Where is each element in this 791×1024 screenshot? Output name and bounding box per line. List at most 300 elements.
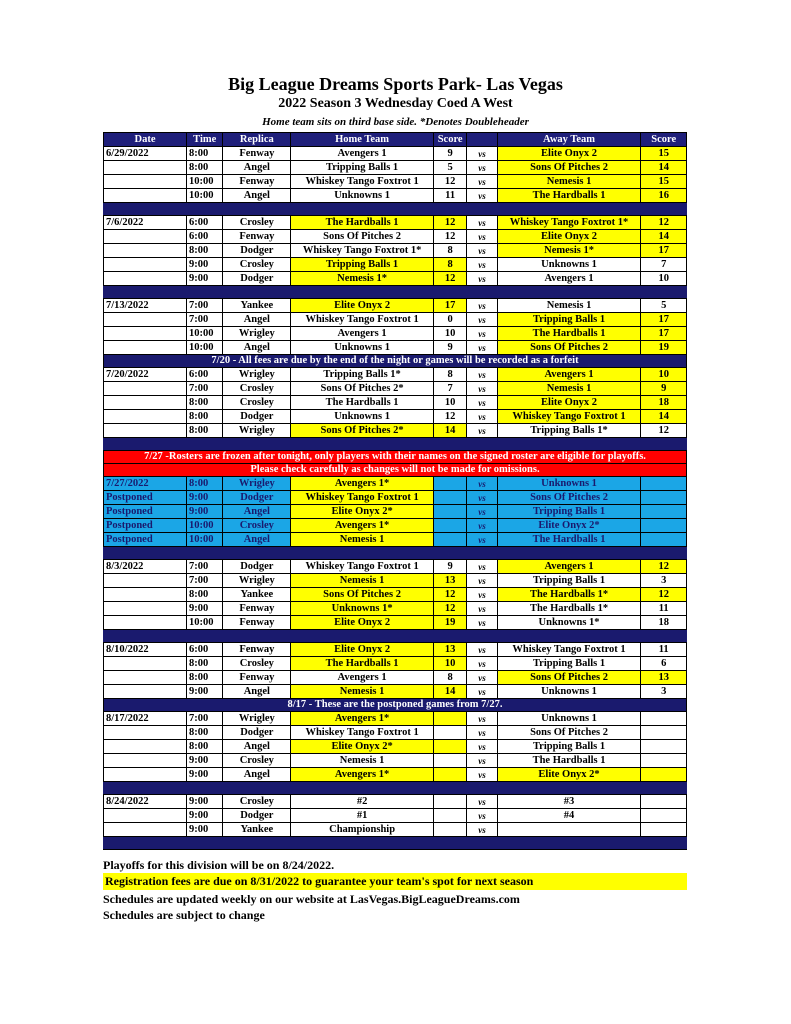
home-score-cell <box>433 795 466 809</box>
home-score-cell <box>433 823 466 837</box>
postponed-game-row <box>104 505 687 519</box>
away-score-cell: 5 <box>641 299 687 313</box>
notice-row <box>104 699 687 712</box>
home-team-cell: Unknowns 1 <box>291 410 434 424</box>
game-row <box>104 299 687 313</box>
postponed-game-row <box>104 477 687 491</box>
away-score-cell <box>641 823 687 837</box>
time-cell: 7:00 <box>186 299 222 313</box>
home-score-cell: 8 <box>433 671 466 685</box>
away-team-cell: Elite Onyx 2 <box>497 230 641 244</box>
away-team-cell: Nemesis 1 <box>497 175 641 189</box>
time-cell: 9:00 <box>186 685 222 699</box>
separator-cell <box>104 782 687 795</box>
home-score-cell: 17 <box>433 299 466 313</box>
home-team-cell: Elite Onyx 2 <box>291 299 434 313</box>
date-cell <box>104 396 187 410</box>
away-team-cell: The Hardballs 1* <box>497 602 641 616</box>
away-team-cell: Unknowns 1 <box>497 712 641 726</box>
game-row <box>104 396 687 410</box>
replica-cell: Wrigley <box>223 424 291 438</box>
away-score-cell <box>641 726 687 740</box>
date-cell: 7/27/2022 <box>104 477 187 491</box>
home-team-cell: Nemesis 1 <box>291 754 434 768</box>
away-team-cell: Tripping Balls 1* <box>497 424 641 438</box>
separator-row <box>104 547 687 560</box>
notice-text: 7/27 -Rosters are frozen after tonight, only players with their names on the signed roster are eligible for playoffs. <box>104 451 687 464</box>
vs-cell: vs <box>467 396 497 410</box>
date-cell <box>104 161 187 175</box>
replica-cell: Angel <box>223 768 291 782</box>
away-team-cell: #3 <box>497 795 641 809</box>
away-score-cell: 17 <box>641 244 687 258</box>
away-team-cell: Unknowns 1* <box>497 616 641 630</box>
away-score-cell: 15 <box>641 147 687 161</box>
column-header: Home Team <box>291 133 434 147</box>
away-score-cell: 9 <box>641 382 687 396</box>
home-team-cell: Elite Onyx 2* <box>291 505 434 519</box>
schedule-table <box>103 132 687 850</box>
vs-cell: vs <box>467 382 497 396</box>
replica-cell: Crosley <box>223 382 291 396</box>
game-row <box>104 230 687 244</box>
home-score-cell: 8 <box>433 258 466 272</box>
vs-cell: vs <box>467 574 497 588</box>
separator-cell <box>104 203 687 216</box>
vs-cell: vs <box>467 147 497 161</box>
away-team-cell: The Hardballs 1 <box>497 754 641 768</box>
home-team-cell: Whiskey Tango Foxtrot 1 <box>291 313 434 327</box>
away-team-cell: Avengers 1 <box>497 368 641 382</box>
away-team-cell: The Hardballs 1* <box>497 588 641 602</box>
away-team-cell: Nemesis 1 <box>497 299 641 313</box>
time-cell: 9:00 <box>186 258 222 272</box>
website-note: Schedules are updated weekly on our website at LasVegas.BigLeagueDreams.com <box>103 892 520 906</box>
replica-cell: Crosley <box>223 519 291 533</box>
home-score-cell: 9 <box>433 341 466 355</box>
home-team-cell: Unknowns 1 <box>291 189 434 203</box>
away-team-cell: Tripping Balls 1 <box>497 505 641 519</box>
page-title: Big League Dreams Sports Park- Las Vegas <box>228 74 563 94</box>
separator-row <box>104 286 687 299</box>
time-cell: 10:00 <box>186 519 222 533</box>
column-header: Date <box>104 133 187 147</box>
home-team-cell: Championship <box>291 823 434 837</box>
roster-notice-row <box>104 464 687 477</box>
replica-cell: Crosley <box>223 396 291 410</box>
away-score-cell <box>641 768 687 782</box>
away-team-cell: Tripping Balls 1 <box>497 574 641 588</box>
away-team-cell: Whiskey Tango Foxtrot 1* <box>497 216 641 230</box>
replica-cell: Angel <box>223 505 291 519</box>
home-score-cell: 11 <box>433 189 466 203</box>
vs-cell: vs <box>467 657 497 671</box>
time-cell: 10:00 <box>186 533 222 547</box>
vs-cell: vs <box>467 175 497 189</box>
vs-cell: vs <box>467 299 497 313</box>
replica-cell: Dodger <box>223 410 291 424</box>
away-score-cell: 3 <box>641 574 687 588</box>
home-team-cell: The Hardballs 1 <box>291 657 434 671</box>
time-cell: 8:00 <box>186 726 222 740</box>
home-score-cell: 12 <box>433 230 466 244</box>
date-cell <box>104 740 187 754</box>
date-cell <box>104 754 187 768</box>
away-score-cell: 12 <box>641 216 687 230</box>
home-score-cell <box>433 477 466 491</box>
replica-cell: Wrigley <box>223 477 291 491</box>
away-team-cell: Whiskey Tango Foxtrot 1 <box>497 643 641 657</box>
game-row <box>104 795 687 809</box>
replica-cell: Angel <box>223 161 291 175</box>
game-row <box>104 809 687 823</box>
home-team-cell: Nemesis 1 <box>291 574 434 588</box>
vs-cell: vs <box>467 519 497 533</box>
time-cell: 6:00 <box>186 368 222 382</box>
separator-row <box>104 438 687 451</box>
away-team-cell <box>497 823 641 837</box>
postponed-game-row <box>104 491 687 505</box>
vs-cell: vs <box>467 712 497 726</box>
home-score-cell <box>433 519 466 533</box>
time-cell: 9:00 <box>186 505 222 519</box>
replica-cell: Angel <box>223 740 291 754</box>
date-cell: 6/29/2022 <box>104 147 187 161</box>
home-score-cell: 12 <box>433 272 466 286</box>
game-row <box>104 368 687 382</box>
replica-cell: Crosley <box>223 216 291 230</box>
replica-cell: Angel <box>223 341 291 355</box>
time-cell: 9:00 <box>186 823 222 837</box>
page-subtitle: 2022 Season 3 Wednesday Coed A West <box>278 96 513 111</box>
away-team-cell: Nemesis 1 <box>497 382 641 396</box>
replica-cell: Dodger <box>223 244 291 258</box>
time-cell: 9:00 <box>186 809 222 823</box>
vs-cell: vs <box>467 671 497 685</box>
time-cell: 8:00 <box>186 244 222 258</box>
home-team-cell: Sons Of Pitches 2 <box>291 230 434 244</box>
home-score-cell: 8 <box>433 244 466 258</box>
column-header <box>467 133 497 147</box>
home-team-cell: Whiskey Tango Foxtrot 1 <box>291 726 434 740</box>
date-cell: 7/6/2022 <box>104 216 187 230</box>
vs-cell: vs <box>467 533 497 547</box>
date-cell <box>104 574 187 588</box>
replica-cell: Dodger <box>223 491 291 505</box>
notice-text: Please check carefully as changes will not be made for omissions. <box>104 464 687 477</box>
home-score-cell <box>433 505 466 519</box>
separator-row <box>104 630 687 643</box>
home-score-cell <box>433 740 466 754</box>
away-score-cell: 3 <box>641 685 687 699</box>
home-score-cell: 9 <box>433 560 466 574</box>
vs-cell: vs <box>467 258 497 272</box>
game-row <box>104 272 687 286</box>
column-header: Time <box>186 133 222 147</box>
date-cell: Postponed <box>104 519 187 533</box>
home-team-cell: Elite Onyx 2* <box>291 740 434 754</box>
vs-cell: vs <box>467 327 497 341</box>
vs-cell: vs <box>467 216 497 230</box>
vs-cell: vs <box>467 726 497 740</box>
away-team-cell: Elite Onyx 2 <box>497 147 641 161</box>
date-cell: 7/13/2022 <box>104 299 187 313</box>
home-score-cell: 0 <box>433 313 466 327</box>
date-cell <box>104 588 187 602</box>
game-row <box>104 602 687 616</box>
replica-cell: Yankee <box>223 299 291 313</box>
vs-cell: vs <box>467 244 497 258</box>
away-score-cell: 10 <box>641 272 687 286</box>
away-score-cell <box>641 740 687 754</box>
date-cell <box>104 410 187 424</box>
home-score-cell: 14 <box>433 685 466 699</box>
time-cell: 7:00 <box>186 560 222 574</box>
home-team-cell: Sons Of Pitches 2 <box>291 588 434 602</box>
game-row <box>104 823 687 837</box>
date-cell <box>104 823 187 837</box>
vs-cell: vs <box>467 685 497 699</box>
home-score-cell: 7 <box>433 382 466 396</box>
game-row <box>104 175 687 189</box>
home-team-cell: Whiskey Tango Foxtrot 1 <box>291 175 434 189</box>
time-cell: 9:00 <box>186 491 222 505</box>
home-score-cell: 10 <box>433 396 466 410</box>
home-score-cell <box>433 491 466 505</box>
home-score-cell: 13 <box>433 574 466 588</box>
home-team-cell: Nemesis 1 <box>291 685 434 699</box>
replica-cell: Fenway <box>223 671 291 685</box>
away-score-cell: 12 <box>641 424 687 438</box>
time-cell: 9:00 <box>186 272 222 286</box>
time-cell: 10:00 <box>186 189 222 203</box>
game-row <box>104 657 687 671</box>
date-cell <box>104 382 187 396</box>
home-team-cell: Elite Onyx 2 <box>291 643 434 657</box>
away-score-cell: 11 <box>641 643 687 657</box>
home-team-cell: Sons Of Pitches 2* <box>291 382 434 396</box>
time-cell: 10:00 <box>186 175 222 189</box>
notice-row <box>104 355 687 368</box>
home-score-cell: 9 <box>433 147 466 161</box>
column-header: Away Team <box>497 133 641 147</box>
replica-cell: Crosley <box>223 258 291 272</box>
home-team-cell: Tripping Balls 1* <box>291 368 434 382</box>
home-score-cell: 12 <box>433 175 466 189</box>
time-cell: 8:00 <box>186 396 222 410</box>
vs-cell: vs <box>467 161 497 175</box>
home-team-cell: Nemesis 1 <box>291 533 434 547</box>
away-score-cell <box>641 533 687 547</box>
away-score-cell: 14 <box>641 410 687 424</box>
replica-cell: Wrigley <box>223 327 291 341</box>
game-row <box>104 258 687 272</box>
date-cell <box>104 258 187 272</box>
time-cell: 7:00 <box>186 574 222 588</box>
time-cell: 9:00 <box>186 602 222 616</box>
vs-cell: vs <box>467 754 497 768</box>
date-cell <box>104 230 187 244</box>
game-row <box>104 341 687 355</box>
away-score-cell: 14 <box>641 161 687 175</box>
date-cell <box>104 313 187 327</box>
replica-cell: Wrigley <box>223 712 291 726</box>
time-cell: 8:00 <box>186 671 222 685</box>
time-cell: 6:00 <box>186 230 222 244</box>
away-score-cell <box>641 795 687 809</box>
replica-cell: Angel <box>223 533 291 547</box>
home-score-cell: 13 <box>433 643 466 657</box>
time-cell: 10:00 <box>186 616 222 630</box>
vs-cell: vs <box>467 491 497 505</box>
away-team-cell: Unknowns 1 <box>497 477 641 491</box>
away-score-cell <box>641 505 687 519</box>
home-team-cell: The Hardballs 1 <box>291 396 434 410</box>
home-team-cell: Avengers 1 <box>291 671 434 685</box>
away-team-cell: Tripping Balls 1 <box>497 313 641 327</box>
game-row <box>104 712 687 726</box>
date-cell <box>104 272 187 286</box>
table-header-row <box>104 133 687 147</box>
vs-cell: vs <box>467 189 497 203</box>
away-score-cell: 11 <box>641 602 687 616</box>
game-row <box>104 671 687 685</box>
away-score-cell: 18 <box>641 616 687 630</box>
column-header: Score <box>433 133 466 147</box>
away-team-cell: Unknowns 1 <box>497 258 641 272</box>
separator-row <box>104 837 687 850</box>
separator-cell <box>104 286 687 299</box>
home-team-cell: Avengers 1 <box>291 147 434 161</box>
home-team-cell: Avengers 1* <box>291 519 434 533</box>
away-score-cell <box>641 712 687 726</box>
home-team-cell: Avengers 1 <box>291 327 434 341</box>
away-score-cell: 13 <box>641 671 687 685</box>
replica-cell: Angel <box>223 313 291 327</box>
date-cell <box>104 327 187 341</box>
column-header: Replica <box>223 133 291 147</box>
time-cell: 8:00 <box>186 477 222 491</box>
game-row <box>104 754 687 768</box>
replica-cell: Wrigley <box>223 574 291 588</box>
home-team-cell: The Hardballs 1 <box>291 216 434 230</box>
vs-cell: vs <box>467 616 497 630</box>
home-score-cell <box>433 754 466 768</box>
away-score-cell: 18 <box>641 396 687 410</box>
away-score-cell: 12 <box>641 560 687 574</box>
home-team-cell: Whiskey Tango Foxtrot 1 <box>291 560 434 574</box>
time-cell: 10:00 <box>186 327 222 341</box>
vs-cell: vs <box>467 588 497 602</box>
away-score-cell <box>641 809 687 823</box>
home-team-cell: Unknowns 1 <box>291 341 434 355</box>
date-cell <box>104 726 187 740</box>
replica-cell: Angel <box>223 685 291 699</box>
replica-cell: Dodger <box>223 560 291 574</box>
home-team-cell: Sons Of Pitches 2* <box>291 424 434 438</box>
replica-cell: Crosley <box>223 657 291 671</box>
home-team-cell: #1 <box>291 809 434 823</box>
date-cell <box>104 602 187 616</box>
separator-row <box>104 203 687 216</box>
game-row <box>104 424 687 438</box>
date-cell <box>104 685 187 699</box>
time-cell: 6:00 <box>186 643 222 657</box>
away-team-cell: Sons Of Pitches 2 <box>497 341 641 355</box>
away-team-cell: Sons Of Pitches 2 <box>497 671 641 685</box>
column-header: Score <box>641 133 687 147</box>
away-score-cell: 19 <box>641 341 687 355</box>
replica-cell: Fenway <box>223 230 291 244</box>
replica-cell: Crosley <box>223 795 291 809</box>
away-team-cell: The Hardballs 1 <box>497 533 641 547</box>
home-score-cell <box>433 726 466 740</box>
away-team-cell: Sons Of Pitches 2 <box>497 491 641 505</box>
home-team-cell: Avengers 1* <box>291 477 434 491</box>
schedule-body <box>104 147 687 850</box>
home-score-cell: 12 <box>433 410 466 424</box>
away-team-cell: Elite Onyx 2* <box>497 768 641 782</box>
home-team-cell: Avengers 1* <box>291 768 434 782</box>
game-row <box>104 410 687 424</box>
time-cell: 8:00 <box>186 657 222 671</box>
registration-note: Registration fees are due on 8/31/2022 to guarantee your team's spot for next season <box>103 873 687 890</box>
away-team-cell: Sons Of Pitches 2 <box>497 161 641 175</box>
date-cell <box>104 189 187 203</box>
away-team-cell: Avengers 1 <box>497 272 641 286</box>
away-team-cell: Sons Of Pitches 2 <box>497 726 641 740</box>
away-score-cell <box>641 754 687 768</box>
away-score-cell: 16 <box>641 189 687 203</box>
away-team-cell: Whiskey Tango Foxtrot 1 <box>497 410 641 424</box>
game-row <box>104 768 687 782</box>
time-cell: 8:00 <box>186 740 222 754</box>
away-score-cell: 15 <box>641 175 687 189</box>
vs-cell: vs <box>467 477 497 491</box>
game-row <box>104 244 687 258</box>
time-cell: 8:00 <box>186 147 222 161</box>
separator-cell <box>104 837 687 850</box>
home-team-cell: Unknowns 1* <box>291 602 434 616</box>
date-cell <box>104 671 187 685</box>
home-score-cell <box>433 712 466 726</box>
away-score-cell: 14 <box>641 230 687 244</box>
time-cell: 9:00 <box>186 768 222 782</box>
vs-cell: vs <box>467 230 497 244</box>
schedule-note: Home team sits on third base side. *Denotes Doubleheader <box>262 116 529 128</box>
away-team-cell: Elite Onyx 2 <box>497 396 641 410</box>
game-row <box>104 216 687 230</box>
home-team-cell: Tripping Balls 1 <box>291 258 434 272</box>
away-team-cell: Avengers 1 <box>497 560 641 574</box>
away-score-cell: 6 <box>641 657 687 671</box>
replica-cell: Fenway <box>223 616 291 630</box>
vs-cell: vs <box>467 424 497 438</box>
date-cell: 8/10/2022 <box>104 643 187 657</box>
postponed-game-row <box>104 519 687 533</box>
time-cell: 6:00 <box>186 216 222 230</box>
home-team-cell: Elite Onyx 2 <box>291 616 434 630</box>
date-cell: Postponed <box>104 533 187 547</box>
replica-cell: Yankee <box>223 823 291 837</box>
away-team-cell: Elite Onyx 2* <box>497 519 641 533</box>
game-row <box>104 588 687 602</box>
replica-cell: Dodger <box>223 726 291 740</box>
postponed-game-row <box>104 533 687 547</box>
replica-cell: Dodger <box>223 809 291 823</box>
vs-cell: vs <box>467 341 497 355</box>
time-cell: 8:00 <box>186 161 222 175</box>
